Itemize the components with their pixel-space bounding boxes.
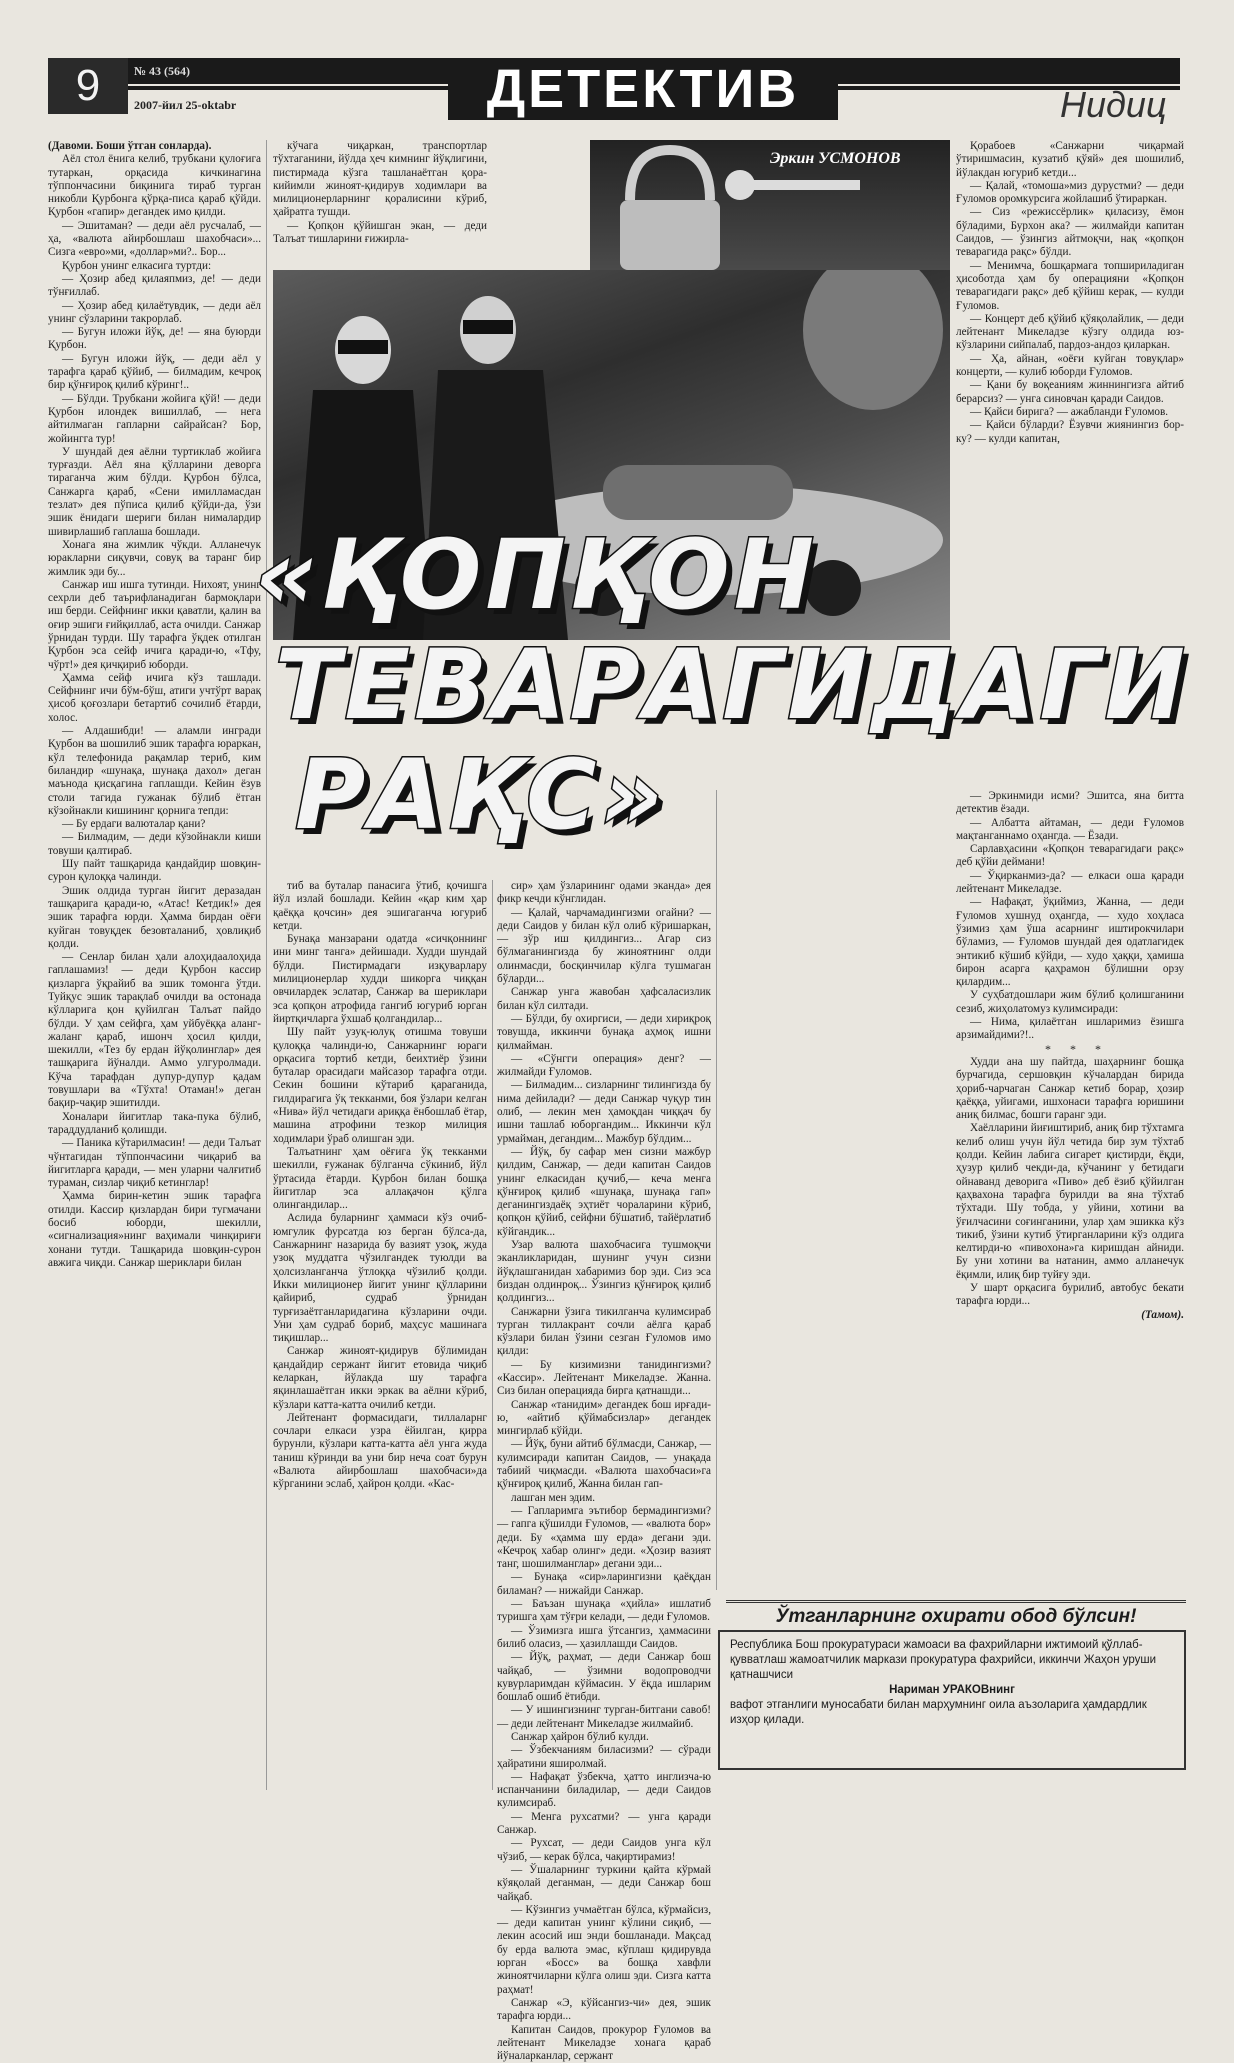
- paragraph: Хоналари йигитлар така-пука бўлиб, тараддудланиб қолишди.: [48, 1110, 261, 1136]
- paragraph: лашган мен эдим.: [511, 1491, 596, 1504]
- face-right: [803, 250, 943, 410]
- paragraph: — Сиз «режиссёрлик» қиласизу, ёмон бўладими, Бурхон ака? — жилмайди капитан Саидов, — ўзингиз айтмоқчи, нақ «қопқон теварагида рақс» бўлди.: [956, 206, 1184, 259]
- article-column-2-top: [273, 140, 487, 270]
- rubric-label: Нидиц: [1060, 84, 1167, 125]
- paragraph: — Ўзимизга ишга ўтсангиз, ҳаммасини билиб оласиз, — ҳазиллашди Саидов.: [497, 1624, 711, 1650]
- article-column-3: [497, 880, 711, 2063]
- paragraph: Аёл стол ёнига келиб, трубкани қулоғига тутаркан, орқасида кичкинагина тўппончасини биқинига тираб турган никобли Қурбонга қўрқа-писа қараб қўйди. Қурбон «гапир» дегандек имо қилди.: [48, 153, 261, 219]
- paragraph: У суҳбатдошлари жим бўлиб қолишганини сезиб, жиҳолатомуз кулимсиради:: [956, 989, 1184, 1015]
- paragraph: Хонага яна жимлик чўкди. Алланечук юракларни сиқувчи, совуқ ва таранг бир жимлик эди бу...: [48, 538, 261, 578]
- figure-right-glasses: [463, 320, 513, 334]
- paragraph: — Менга рухсатми? — унга қаради Санжар.: [497, 1810, 711, 1837]
- paragraph: — Бунақа «сир»ларингизни қаёқдан биламан? — нижайди Санжар.: [497, 1571, 711, 1597]
- paragraph: сир» ҳам ўзларининг одами эканда» дея фикр кечди кўнглидан.: [497, 880, 711, 906]
- paragraph: — Сенлар билан ҳали алоҳидаалоҳида гаплашамиз! — деди Қурбон кассир қизларга ўқрайиб ва эшик томонга ўтди. Туйқус эшик тарақлаб очилди ва остонада кўлларига қон қуйилган Талъат пайдо бўлди. У ҳам сейфга, ҳам уйбуёққа аланг-жаланг қараб, ишонч ҳосил қилди, шекилли, «Тез бу ердан йўқолинглар» дея ташқарига йўналди. Аммо улгуролмади. Кўча тарафдан дупур-дупур қадам товушлари ва «Тўхта! Отаман!» деган бақир-чақир эшитилди.: [48, 951, 261, 1110]
- paragraph: Санжар «танидим» дегандек бош ирғади-ю, «айтиб қўймабсизлар» дегандек мингирлаб кўйди.: [497, 1398, 711, 1438]
- paragraph: Санжар унга жавобан ҳафсаласизлик билан кўл силтади.: [497, 986, 711, 1012]
- padlock-body: [620, 200, 720, 270]
- paragraph: — Ўшаларнинг туркини қайта кўрмай кўяқолай деганман, — деди Санжар бош чайқаб.: [497, 1863, 711, 1903]
- paragraph: — Билмадим... сизларнинг тилингизда бу нима дейилади? — деди Санжар чуқур тин олиб, — лекин мен ҳамоқдан чиққач бу ишни ташлаб юборгандим... Иккинчи кўл урмайман, дегандим... Мажбур бўлдим...: [497, 1079, 711, 1145]
- paragraph: — Қалай, чарчамадингизми огайни? — деди Саидов у билан кўл олиб кўришаркан, — зўр иш қилдингиз... Агар сиз бўлмаганингизда бу жиноятнинг олди олинмасди, босқинчилар кўлга тушмаган бўларди...: [497, 906, 711, 986]
- issue-date: 2007-йил 25-oktabr: [134, 98, 237, 112]
- car-windows: [603, 465, 793, 520]
- article-author: Эркин УСМОНОВ: [770, 150, 901, 167]
- paragraph: — У ишингизнинг турган-битгани савоб! — деди лейтенант Микеладзе жилмайиб.: [497, 1704, 711, 1730]
- paragraph: Аслида буларнинг ҳаммаси кўз очиб-юмгулик фурсатда юз берган бўлса-да, Санжарнинг назарида бу вазият узоқ, жуда узоқ муддатга чўзилгандек туюлди ва ҳолсизланганча ўтлоққа чўзилиб қолди. Икки милиционер йигит унинг қўлларини қайириб, судраб ўрнидан турғизаётганларидагина кўзларини очди. Уни ҳам судраб бориб, маҳсус машинага тиқишлар...: [273, 1212, 487, 1345]
- paragraph: Шу пайт узуқ-юлуқ отишма товуши қулоққа чалинди-ю, Санжарнинг юраги орқасига тортиб кетди, беихтиёр ўзини буталар орасидаги майсазор тарафга отди. Секин бошини кўтариб қараганида, гилдирагига ўқ текканми, боя ўзлари келган «Нива» йўл четидаги ариққа ёнбошлаб ётар, машина атрофини тезкор милиция ходимлари ўраб олишган эди.: [273, 1026, 487, 1145]
- paragraph: — Қайси бўларди? Ёзувчи жиянингиз бор-ку? — кулди капитан,: [956, 419, 1184, 445]
- key-bow: [725, 170, 755, 200]
- paragraph: Санжар «Э, кўйсангиз-чи» дея, эшик тарафга юрди...: [497, 1996, 711, 2023]
- headline-line-2: ТЕВАРАГИДАГИ: [275, 629, 1190, 741]
- paragraph: Қурбон унинг елкасига туртди:: [62, 259, 212, 272]
- paragraph: — Билмадим, — деди кўзойнакли киши товуши қалтираб.: [48, 831, 261, 857]
- paragraph: Санжар ҳайрон бўлиб кулди.: [511, 1731, 649, 1743]
- paragraph: — Бугун иложи йўқ, — деди аёл у тарафга қараб қўйиб, — билмадим, кечроқ бир қўнғироқ қилиб кўринг!..: [48, 352, 261, 392]
- paragraph: — Паника кўтарилмасин! — деди Талъат чўнтагидан тўппончасини чиқариб ва йигитларга қаради, — мен уларни чалғитиб тураман, сизлар чиқиб кетинглар!: [48, 1137, 261, 1190]
- paragraph: Санжарни ўзига тикилганча кулимсираб турган тиллакрант сочли аёлга қараб кўзлари билан ўзини сезган Ғуломов имо қилди:: [497, 1305, 711, 1358]
- key-shape: [740, 180, 860, 190]
- paragraph: Қорабоев «Санжарни чиқармай ўтиришмасин, кузатиб қўяй» дея шошилиб, йўлакдан югуриб кетди...: [956, 140, 1184, 179]
- paragraph: Хаёлларини йиғиштириб, аниқ бир тўхтамга келиб олиш учун йўл четида бир зум тўхтаб қолди. Кейин лабига сигарет қистирди, ёқди, ҳузур қилиб чекди-да, кўчанинг у бетидаги ойнаванд деворига «Пиво» деб ёзиб қўйилган қаҳвахона тарафга бурилди ва яна тўхтаб тўхтади. Шу тобда, у уйини, хотини ва ўғилчасини соғинганини, улар ҳам эшикка кўз тикиб, ўзини кутиб ўтирганларини кўз олдига келтирди-ю «пивохона»га киришдан айниди. Бу уни хотини ва натанин, аммо алланечук ёқимли, илиқ бир туйғу эди.: [956, 1122, 1184, 1281]
- memorial-notice: [718, 1630, 1186, 1770]
- paragraph: У шундай дея аёлни туртиклаб жойига турғазди. Аёл яна қўлларини деворга тираганча жим бўлди. Қурбон бўлса, Санжарга қараб, «Сени имилламасдан тезлат» дея пўписа қилиб қўйди-да, ўзи эшик ёнидаги шериги билан нималардир шивирлашиб гаплаша бошлади.: [48, 445, 261, 538]
- paragraph: — Рухсат, — деди Саидов унга кўл чўзиб, — керак бўлса, чақиртирамиз!: [497, 1837, 711, 1863]
- paragraph: — Бу ердаги валюталар қани?: [62, 818, 206, 831]
- memorial-text-after: вафот этганлиги муносабати билан марҳумнинг оила аъзоларига ҳамдардлик изҳор қилади.: [730, 1699, 1147, 1726]
- paragraph: — Ҳозир абед қилаяпмиз, де! — деди тўнғиллаб.: [48, 272, 261, 299]
- paragraph: — «Сўнгги операция» денг? — жилмайди Ғуломов.: [497, 1052, 711, 1079]
- paragraph: — Нима, қилаётган ишларимиз ёзишга арзимайдими?!..: [956, 1016, 1184, 1042]
- column-divider: [716, 790, 717, 1590]
- paragraph: — Алдашибди! — аламли ингради Қурбон ва шошилиб эшик тарафга юраркан, кўл телефонида рақамлар териб, ким биландир «шунақа, шунақа дахол» деган маънода қисқагина гаплашди. Кейин ёзув столи тагида гужанак бўлиб ётган кўзойнакли кишининг қорнига тепди:: [48, 725, 261, 817]
- paragraph: Ҳамма сейф ичига кўз ташлади. Сейфнинг ичи бўм-бўш, атиги учтўрт варақ ҳисоб қоғозлари бетартиб сочилиб ётарди, холос.: [48, 671, 261, 724]
- paragraph: — Концерт деб қўйиб қўяқолайлик, — деди лейтенант Микеладзе кўзгу олдида юз-кўзларини сийпалаб, пардоз-андоз қиларкан.: [956, 312, 1184, 352]
- figure-left-glasses: [338, 340, 388, 354]
- page-number: 9: [48, 58, 128, 114]
- paragraph: У шарт орқасига бурилиб, автобус бекати тарафга юрди...: [956, 1281, 1184, 1308]
- padlock-shackle: [630, 150, 710, 200]
- paragraph: — Менимча, бошқармага топшириладиган ҳисоботда ҳам бу операцияни «Қопқон теварагидаги рақс» деб қўйиш керак, — кулди Ғуломов.: [956, 259, 1184, 312]
- article-column-2-bottom: [273, 880, 487, 1790]
- paragraph: — Баъзан шунақа «ҳийла» ишлатиб туришга ҳам тўғри келади, — деди Ғуломов.: [497, 1598, 711, 1624]
- paragraph: Шу пайт ташқарида қандайдир шовқин-сурон қулоққа чалинди.: [48, 858, 261, 884]
- paragraph: — Ҳозир абед қилаётувдик, — деди аёл унинг сўзларини такрорлаб.: [48, 299, 261, 325]
- issue-number: № 43 (564): [134, 64, 191, 78]
- paragraph: — Ўқирканмиз-да? — елкаси оша қаради лейтенант Микеладзе.: [956, 869, 1184, 896]
- paragraph: — Нафақат, ўқиймиз, Жанна, — деди Ғуломов хушнуд оҳангда, — худо хоҳласа ўзимиз ҳам ўша асарнинг иштирокчилари бўламиз, — Ғуломов шундай дея одатлагидек энтикиб кўшиб кўйди, — худо ҳаққи, ҳамиша бирон асарга қаҳрамон бўлишни орзу қилардим...: [956, 896, 1184, 989]
- article-column-4-top: [956, 140, 1184, 640]
- paragraph: Сарлавҳасини «Қопқон теварагидаги рақс» деб қўйи деймани!: [956, 843, 1184, 869]
- paragraph: — Бу кизимизни танидингизми? «Кассир». Лейтенант Микеладзе. Жанна. Сиз билан операцияда бирга қатнашди...: [497, 1358, 711, 1398]
- headline-line-3: РАҚС»: [295, 739, 667, 851]
- paragraph: Эшик олдида турган йигит деразадан ташқарига қаради-ю, «Атас! Кетдик!» дея эшик тарафга юрди. Ҳамма бирдан оёғи куйган товуқдек безовталаниб, ҳовлиқиб қолди.: [48, 884, 261, 950]
- article-column-1: [48, 140, 261, 1790]
- paragraph: — Йўқ, буни айтиб бўлмасди, Санжар, — кулимсиради капитан Саидов, — унақада табиий чиқмасди. «Валюта шахобчаси»га қўнғироқ қилиб, Жанна билан гап-: [497, 1438, 711, 1491]
- paragraph: — Қопқон қўйишган экан, — деди Талъат тишларини ғижирла-: [273, 219, 487, 246]
- paragraph: Капитан Саидов, прокурор Ғуломов ва лейтенант Микеладзе хонага қараб йўналарканлар, сержант: [497, 2023, 711, 2063]
- section-title: ДЕТЕКТИВ: [448, 58, 838, 120]
- column-divider: [492, 880, 493, 1790]
- paragraph: Санжар жиноят-қидирув бўлимидан қандайдир сержант йигит етовида чиқиб келаркан, йўлакда шу тарафга яқинлашаётган икки эркак ва аёлни кўриб, кўзлари катта-катта очилиб кетди.: [273, 1345, 487, 1411]
- column-divider: [266, 140, 267, 1790]
- paragraph: Бунақа манзарани одатда «сичқоннинг ини минг танга» дейишади. Худди шундай бўлди. Пистирмадаги изқуварлару милиционерлар худди шикорга чиққан овчилардек эслатар, Санжар ва шериклари эса қопқон атрофида гангиб югуриб юрган йиртқичларга ўхшаб қолгандилар...: [273, 933, 487, 1025]
- paragraph: — Ҳа, айнан, «оёғи куйган товуқлар» концерти, — кулиб юборди Ғуломов.: [956, 352, 1184, 379]
- paragraph: — Қани бу воқеаниям жиннингизга айтиб берарсиз? — унга синовчан қаради Саидов.: [956, 379, 1184, 405]
- paragraph: — Эшитаман? — деди аёл русчалаб, — ҳа, «валюта айирбошлаш шахобчаси»... Сизга «евро»ми, «доллар»ми?.. Бор...: [48, 219, 261, 259]
- paragraph: Худди ана шу пайтда, шаҳарнинг бошқа бурчагида, сершовқин кўчалардан бирида ҳориб-чарчаган Санжар кетиб борар, ҳозир қаёққа, уйигами, ишхонаси тарафга юришини аниқ билмас, бошги гаранг эди.: [956, 1055, 1184, 1122]
- paragraph: — Кўзингиз учмаётган бўлса, кўрмайсиз, — деди капитан унинг кўлини сиқиб, — лекин асосий иш энди бошланади. Мақсад бу ерда валюта эмас, кўплаш қидирувда юрган «Босс» ва бошқа хавфли жиноятчиларни кўлга олиш эди. Сизга катта раҳмат!: [497, 1903, 711, 1996]
- paragraph: — Қалай, «томоша»миз дурустми? — деди Ғуломов оромкурсига жойлашиб ўтираркан.: [956, 179, 1184, 206]
- paragraph: — Йўқ, бу сафар мен сизни мажбур қилдим, Санжар, — деди капитан Саидов унинг елкасидан қучиб,— кеча менга қўнғироқ қилиб «шунақа, шунақа гап» деганингиздаёқ эҳтиёт чораларини кўриб, қопқон қўйиб, сейфни бўшатиб, тайёрлатиб кўйгандик...: [497, 1145, 711, 1238]
- paragraph: — Қайси бирига? — ажабланди Ғуломов.: [970, 405, 1169, 418]
- paragraph: * * *: [1045, 1041, 1109, 1056]
- article-column-4-bottom: [956, 790, 1184, 1590]
- headline-line-1: «ҚОПҚОН: [255, 519, 819, 631]
- paragraph: — Йўқ, раҳмат, — деди Санжар бош чайқаб, — ўзимни водопроводчи кувурларимдан кўймасин. У ёқда ишларим бошлаб ошиб ётибди.: [497, 1651, 711, 1704]
- paragraph: — Нафақат ўзбекча, ҳатто инглизча-ю испанчанини биладилар, — деди Саидов кулимсираб.: [497, 1770, 711, 1810]
- paragraph: — Бўлди, бу охиргиси, — деди хириқроқ товушда, иккинчи бунақа аҳмоқ ишни қилмайман.: [497, 1012, 711, 1052]
- paragraph: — Бугун иложи йўқ, де! — яна буюрди Қурбон.: [48, 326, 261, 352]
- paragraph: Санжар иш ишга тутинди. Нихоят, унинг сехрли деб таърифланадиган бармоқлари иш берди. Сейфнинг икки қаватли, қалин ва оғир эшиги ғийқиллаб, аста очилди. Санжар ўрнидан турди. Шу тарафга ўқдек отилган Қурбон эса сейф ичига қаради-ю, «Тфу, чўрт!» дея қичқириб юборди.: [48, 578, 261, 671]
- paragraph: — Ўзбекчаниям биласизми? — сўради ҳайратини яширолмай.: [497, 1744, 711, 1770]
- memorial-text-before: Республика Бош прокуратураси жамоаси ва фахрийларни ижтимоий қўллаб-қувватлаш жамоатчилик маркази прокуратура фахрийси, иккинчи Жаҳон уруши қатнашчиси: [730, 1639, 1157, 1681]
- paragraph: — Гапларимга эътибор бермадингизми? — гапга қўшилди Ғуломов, — «валюта бор» деди. Бу «ҳамма шу ерда» дегани эди. «Кечроқ хабар олинг» деди. «Ҳозир вазият танг, шошилманглар» дегани эди...: [497, 1504, 711, 1571]
- paragraph: — Албатта айтаман, — деди Ғуломов мақтанганнамо оҳангда. — Ёзади.: [956, 816, 1184, 842]
- paragraph: — Бўлди. Трубкани жойига қўй! — деди Қурбон илондек вишиллаб, — нега айтилмаган гапларни сайрайсан? Бор, жойингга тур!: [48, 392, 261, 445]
- paragraph: кўчага чиқаркан, транспортлар тўхтаганини, йўлда ҳеч кимнинг йўқлигини, пистирмада кўзга ташланаётган қора-кийимли жиноят-қидирув ходимлари ва милиционерларнинг қоралисини кўриб, ҳайратга тушди.: [273, 140, 487, 219]
- paragraph: Талъатнинг ҳам оёғига ўқ текканми шекилли, ғужанак бўлганча сўкиниб, йўл ўртасида ётарди. Қурбон билан бошқа йигитлар эса аллақачон қўлга олингандилар...: [273, 1145, 487, 1212]
- paragraph: (Тамом).: [1141, 1308, 1184, 1321]
- paragraph: — Эркинмиди исми? Эшитса, яна битта детектив ёзади.: [956, 790, 1184, 816]
- paragraph: тиб ва буталар панасига ўтиб, қочишга йўл излай бошлади. Кейин «қар ким ҳар қаёққа қочсин» дея эшигаганча югуриб кетди.: [273, 880, 487, 932]
- memorial-slogan: Ўтганларнинг охирати обод бўлсин!: [726, 1600, 1186, 1628]
- paragraph: Ҳамма бирин-кетин эшик тарафга отилди. Кассир қизлардан бири тугмачани босиб юборди, шекилли, «сигнализация»нинг ваҳимали чинқириғи хонани тутди. Ташқарида шовқин-сурон авжига чиқди. Санжар шериклари билан: [48, 1190, 261, 1269]
- paragraph: Лейтенант формасидаги, тиллаларнг сочлари елкаси узра ёйилган, қирра бурунли, кўзлари катта-катта аёл унга жуда таниш кўринди ва уни бир неча соат бурун «Валюта айирбошлаш шахобчаси»да кўрганини эслаб, ҳайрон қолди. «Кас-: [273, 1411, 487, 1491]
- memorial-name: Нариман УРАКОВнинг: [889, 1684, 1015, 1696]
- paragraph: (Давоми. Боши ўтган сонларда).: [48, 140, 212, 152]
- paragraph: Узар валюта шахобчасига тушмоқчи эканликларидан, шунинг учун сизни йўқлашганидан хабаримиз бор эди. Сиз эса биздан олдинроқ... Ўзингиз қўнғироқ қилиб қолдингиз...: [497, 1239, 711, 1305]
